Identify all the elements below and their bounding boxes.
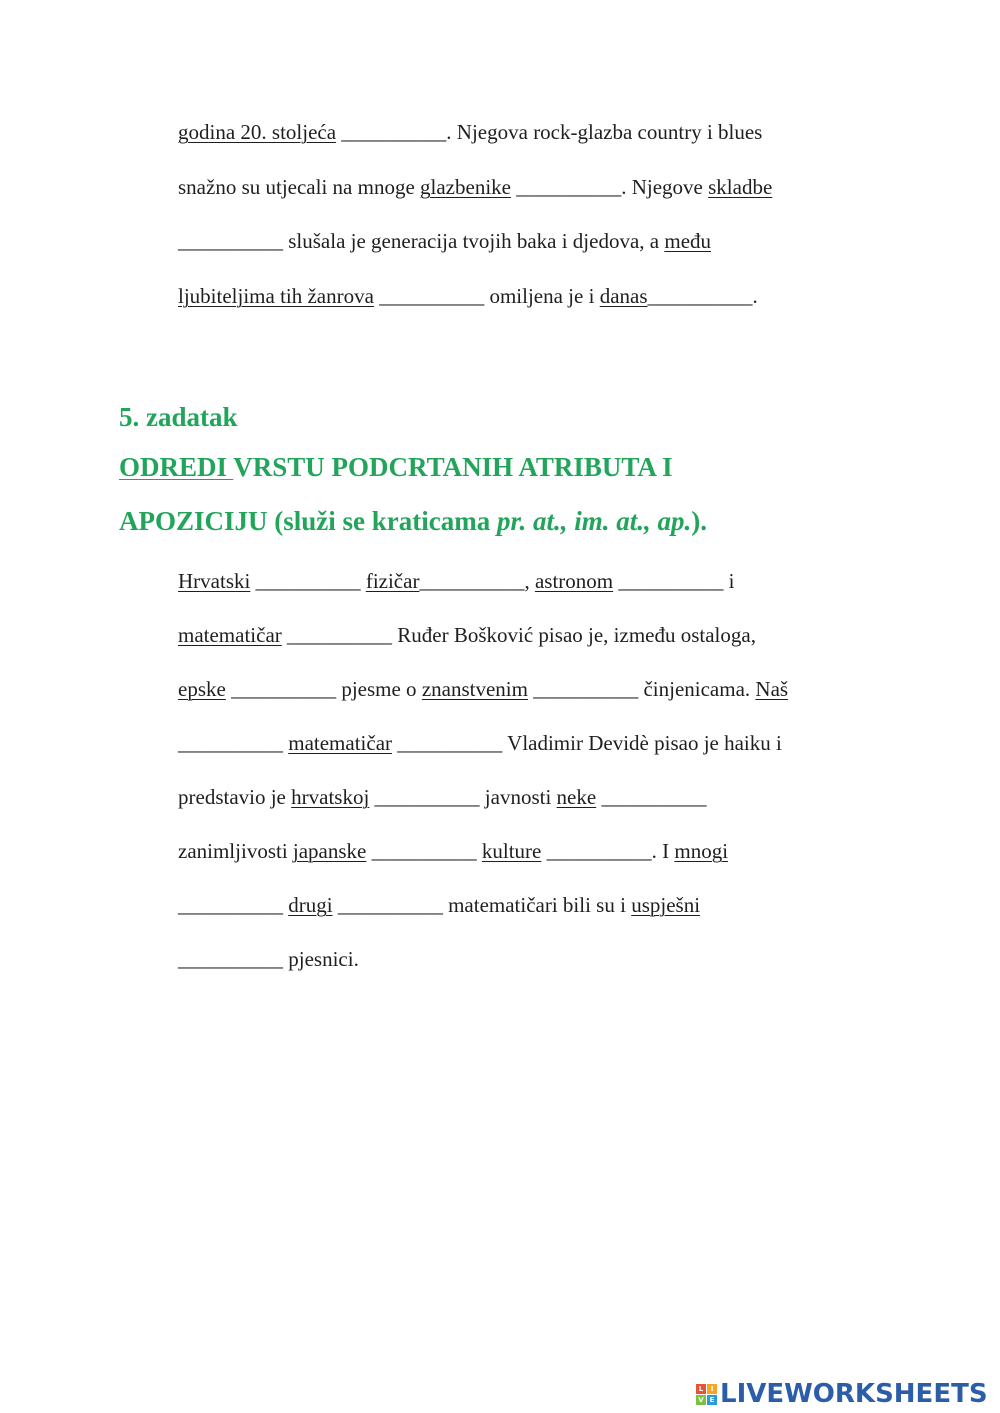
- underlined-word: kulture: [481, 839, 542, 863]
- underlined-word: godina 20. stoljeća: [178, 120, 337, 144]
- underlined-word: među: [664, 229, 712, 253]
- answer-blank[interactable]: __________: [287, 623, 393, 647]
- abbreviations: pr. at., im. at., ap.: [496, 506, 692, 536]
- answer-blank[interactable]: __________: [533, 677, 639, 701]
- answer-blank[interactable]: __________: [255, 569, 361, 593]
- text: Vladimir Devidè pisao je haiku i: [502, 731, 782, 755]
- answer-blank[interactable]: __________: [647, 284, 753, 308]
- answer-blank[interactable]: __________: [337, 893, 443, 917]
- text: slušala je generacija tvojih baka i djedova, a: [283, 229, 665, 253]
- underlined-word: mnogi: [674, 839, 729, 863]
- text: omiljena je i: [484, 284, 600, 308]
- underlined-word: Naš: [755, 677, 789, 701]
- instruction-text: APOZICIJU (služi se kraticama: [119, 506, 497, 536]
- answer-blank[interactable]: __________: [231, 677, 337, 701]
- answer-blank[interactable]: __________: [178, 893, 283, 917]
- answer-blank[interactable]: __________: [397, 731, 503, 755]
- task-number: 5. zadatak: [119, 402, 238, 432]
- underlined-word: fizičar: [365, 569, 420, 593]
- underlined-word: znanstvenim: [421, 677, 528, 701]
- text-line: [178, 838, 728, 864]
- text-line: [178, 730, 782, 756]
- text: . Njegove: [621, 175, 709, 199]
- text-line: [178, 946, 359, 972]
- underlined-word: astronom: [534, 569, 614, 593]
- text: Ruđer Bošković pisao je, između ostaloga,: [392, 623, 756, 647]
- underlined-word: skladbe: [708, 175, 773, 199]
- text: . Njegova rock-glazba country i blues: [446, 120, 763, 144]
- underlined-word: ljubiteljima tih žanrova: [178, 284, 374, 308]
- text-line: [178, 892, 700, 918]
- liveworksheets-logo-icon: [696, 1384, 717, 1405]
- text: pjesme o: [336, 677, 422, 701]
- instruction-text: ).: [691, 506, 708, 536]
- logo-letter: I: [707, 1384, 717, 1394]
- answer-blank[interactable]: __________: [601, 785, 707, 809]
- answer-blank[interactable]: __________: [618, 569, 724, 593]
- answer-blank[interactable]: __________: [341, 120, 447, 144]
- logo-letter: E: [707, 1395, 717, 1405]
- underlined-word: uspješni: [631, 893, 701, 917]
- text-line: [178, 174, 772, 200]
- text-line: [178, 676, 788, 702]
- text-line: [178, 784, 706, 810]
- underlined-word: neke: [556, 785, 597, 809]
- text-line: [178, 283, 758, 309]
- underlined-word: epske: [178, 677, 226, 701]
- underlined-word: japanske: [292, 839, 367, 863]
- text: javnosti: [479, 785, 557, 809]
- text: zanimljivosti: [178, 839, 293, 863]
- answer-blank[interactable]: __________: [419, 569, 525, 593]
- instruction-underlined-word: ODREDI: [119, 452, 234, 482]
- answer-blank[interactable]: __________: [374, 785, 480, 809]
- text-line: [178, 228, 711, 254]
- answer-blank[interactable]: __________: [178, 947, 283, 971]
- answer-blank[interactable]: __________: [178, 731, 283, 755]
- brand-name: LIVEWORKSHEETS: [720, 1379, 988, 1409]
- logo-letter: L: [696, 1384, 706, 1394]
- text-line: [178, 119, 762, 145]
- underlined-word: danas: [599, 284, 648, 308]
- text: i: [723, 569, 735, 593]
- underlined-word: drugi: [288, 893, 333, 917]
- text: .: [752, 284, 758, 308]
- underlined-word: matematičar: [288, 731, 393, 755]
- text: matematičari bili su i: [442, 893, 632, 917]
- instruction-text: VRSTU PODCRTANIH ATRIBUTA I: [233, 452, 673, 482]
- answer-blank[interactable]: __________: [371, 839, 477, 863]
- text: snažno su utjecali na mnoge: [178, 175, 421, 199]
- answer-blank[interactable]: __________: [379, 284, 485, 308]
- text-line: [178, 568, 734, 594]
- answer-blank[interactable]: __________: [516, 175, 622, 199]
- text-line: [178, 622, 756, 648]
- task-instruction-line-2: [119, 504, 707, 538]
- underlined-word: hrvatskoj: [291, 785, 370, 809]
- answer-blank[interactable]: __________: [546, 839, 652, 863]
- text: pjesnici.: [283, 947, 359, 971]
- answer-blank[interactable]: __________: [178, 229, 283, 253]
- task-instruction-line-1: [119, 450, 673, 484]
- logo-letter: V: [696, 1395, 706, 1405]
- underlined-word: glazbenike: [420, 175, 511, 199]
- text: ,: [524, 569, 535, 593]
- text: činjenicama.: [638, 677, 756, 701]
- underlined-word: Hrvatski: [178, 569, 251, 593]
- liveworksheets-footer: [696, 1378, 988, 1410]
- text: . I: [651, 839, 675, 863]
- underlined-word: matematičar: [178, 623, 282, 647]
- text: predstavio je: [178, 785, 292, 809]
